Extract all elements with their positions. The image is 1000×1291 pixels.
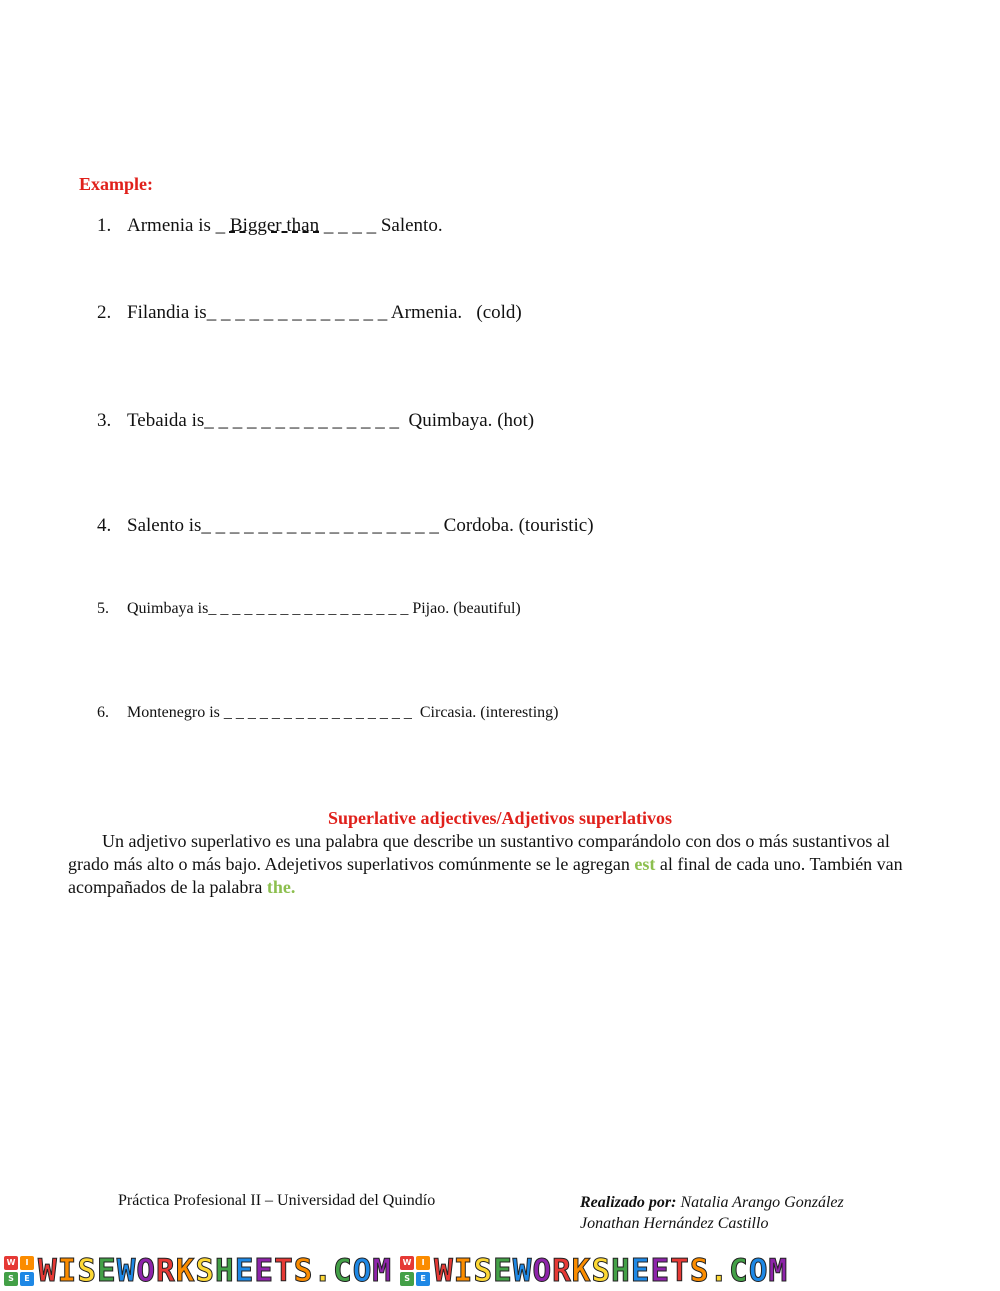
item-subject: Montenegro is (127, 704, 224, 721)
logo-letter: I (20, 1256, 34, 1270)
watermark-letter: R (156, 1253, 176, 1289)
blank-prefix: _ (215, 215, 230, 236)
watermark-letter: O (532, 1253, 553, 1289)
watermark-letter: E (493, 1253, 513, 1289)
item-object: Circasia. (411, 704, 477, 721)
item-number: 5. (97, 600, 109, 617)
answer-blank[interactable]: _ _ _ _ _ _ _ _ _ _ _ _ _ _ (204, 410, 400, 431)
item-subject: Quimbaya is (127, 600, 209, 617)
item-hint: (beautiful) (449, 600, 521, 617)
watermark-letter: C (729, 1253, 749, 1289)
superlative-paragraph (68, 830, 928, 899)
blank-suffix: _ _ _ _ (319, 215, 381, 236)
item-object: Salento. (380, 215, 443, 236)
footer-course: Práctica Profesional II – Universidad del Quindío (118, 1192, 436, 1209)
exercise-item-5 (97, 600, 521, 618)
item-hint: (cold) (462, 302, 522, 323)
item-number: 1. (97, 215, 112, 236)
example-label: Example: (79, 174, 153, 194)
watermark-letter: C (333, 1253, 353, 1289)
watermark-letter: H (611, 1253, 631, 1289)
watermark-letter: S (195, 1253, 216, 1289)
watermark-letter: S (77, 1253, 98, 1289)
item-number: 3. (97, 410, 112, 431)
item-number: 2. (97, 302, 112, 323)
watermark-letter: S (293, 1253, 314, 1289)
item-hint: (interesting) (476, 704, 559, 721)
item-object: Pijao. (408, 600, 450, 617)
paragraph-text-2: al final de cada uno. También van acompañados de la palabra (68, 854, 903, 897)
answer-blank[interactable]: _ _ _ _ _ _ _ _ _ _ _ _ _ _ _ _ _ (201, 515, 439, 536)
example-answer[interactable]: Bigger than (229, 215, 320, 236)
watermark-letter: W (38, 1253, 58, 1289)
logo-letter: I (416, 1256, 430, 1270)
watermark-letter: T (670, 1253, 690, 1289)
watermark-letter: S (473, 1253, 494, 1289)
logo-letter: W (4, 1256, 18, 1270)
watermark-letter: O (352, 1253, 373, 1289)
watermark-letter: E (650, 1253, 671, 1289)
watermark-letter: S (591, 1253, 612, 1289)
watermark-letter: I (453, 1253, 474, 1289)
exercise-item-3 (97, 410, 534, 432)
watermark-letter: . (709, 1253, 730, 1289)
watermark-letter: I (57, 1253, 78, 1289)
item-subject: Salento is (127, 515, 202, 536)
logo-letter: S (4, 1272, 18, 1286)
logo-letter: E (416, 1272, 430, 1286)
item-object: Quimbaya. (399, 410, 493, 431)
watermark-letter: R (552, 1253, 572, 1289)
answer-blank[interactable]: _ _ _ _ _ _ _ _ _ _ _ _ _ _ _ _ _ (208, 600, 409, 617)
exercise-item-2 (97, 302, 522, 324)
highlight-the: the. (266, 877, 296, 897)
footer-authors (580, 1192, 844, 1234)
watermark-letter: W (116, 1253, 137, 1289)
watermark-letter: W (434, 1253, 454, 1289)
watermark-letter: M (372, 1253, 393, 1289)
answer-blank[interactable]: _ _ _ _ _ _ _ _ _ _ _ _ _ _ _ _ (223, 704, 412, 721)
watermark-text (38, 1253, 392, 1289)
exercise-item-1 (97, 215, 443, 237)
item-subject: Filandia is (127, 302, 207, 323)
author-2: Jonathan Hernández Castillo (580, 1215, 769, 1232)
watermark-letter: W (512, 1253, 533, 1289)
watermark-letter: E (97, 1253, 117, 1289)
item-object: Cordoba. (438, 515, 514, 536)
wiseworksheets-logo-icon (400, 1256, 430, 1286)
watermark-letter: H (215, 1253, 235, 1289)
watermark-letter: M (768, 1253, 789, 1289)
item-subject: Armenia is (127, 215, 216, 236)
highlight-est: est (634, 854, 656, 874)
watermark-letter: T (274, 1253, 294, 1289)
watermark-letter: . (313, 1253, 334, 1289)
item-hint: (touristic) (513, 515, 594, 536)
item-number: 6. (97, 704, 109, 721)
watermark-letter: O (748, 1253, 769, 1289)
logo-letter: S (400, 1272, 414, 1286)
item-object: Armenia. (387, 302, 463, 323)
exercise-item-6 (97, 704, 559, 722)
watermark-letter: K (571, 1253, 592, 1289)
watermark-letter: E (234, 1253, 255, 1289)
watermark-letter: S (689, 1253, 710, 1289)
exercise-item-4 (97, 515, 594, 537)
wiseworksheets-logo-icon (4, 1256, 34, 1286)
item-number: 4. (97, 515, 112, 536)
logo-letter: W (400, 1256, 414, 1270)
watermark-text (434, 1253, 788, 1289)
watermark-letter: E (630, 1253, 651, 1289)
logo-letter: E (20, 1272, 34, 1286)
section-heading: Superlative adjectives/Adjetivos superlativos (328, 808, 672, 828)
answer-blank[interactable]: _ _ _ _ _ _ _ _ _ _ _ _ _ (206, 302, 388, 323)
item-hint: (hot) (492, 410, 535, 431)
watermark-bar (0, 1252, 1000, 1290)
paragraph-text-1: Un adjetivo superlativo es una palabra que describe un sustantivo comparándolo con dos o más sustantivos al grado más alto o más bajo. Adejetivos superlativos comúnmente se le agregan (68, 831, 890, 874)
author-1: Natalia Arango González (676, 1194, 844, 1211)
watermark-letter: O (136, 1253, 157, 1289)
watermark-letter: E (254, 1253, 275, 1289)
item-subject: Tebaida is (127, 410, 205, 431)
watermark-letter: K (175, 1253, 196, 1289)
authors-label: Realizado por: (580, 1194, 677, 1211)
